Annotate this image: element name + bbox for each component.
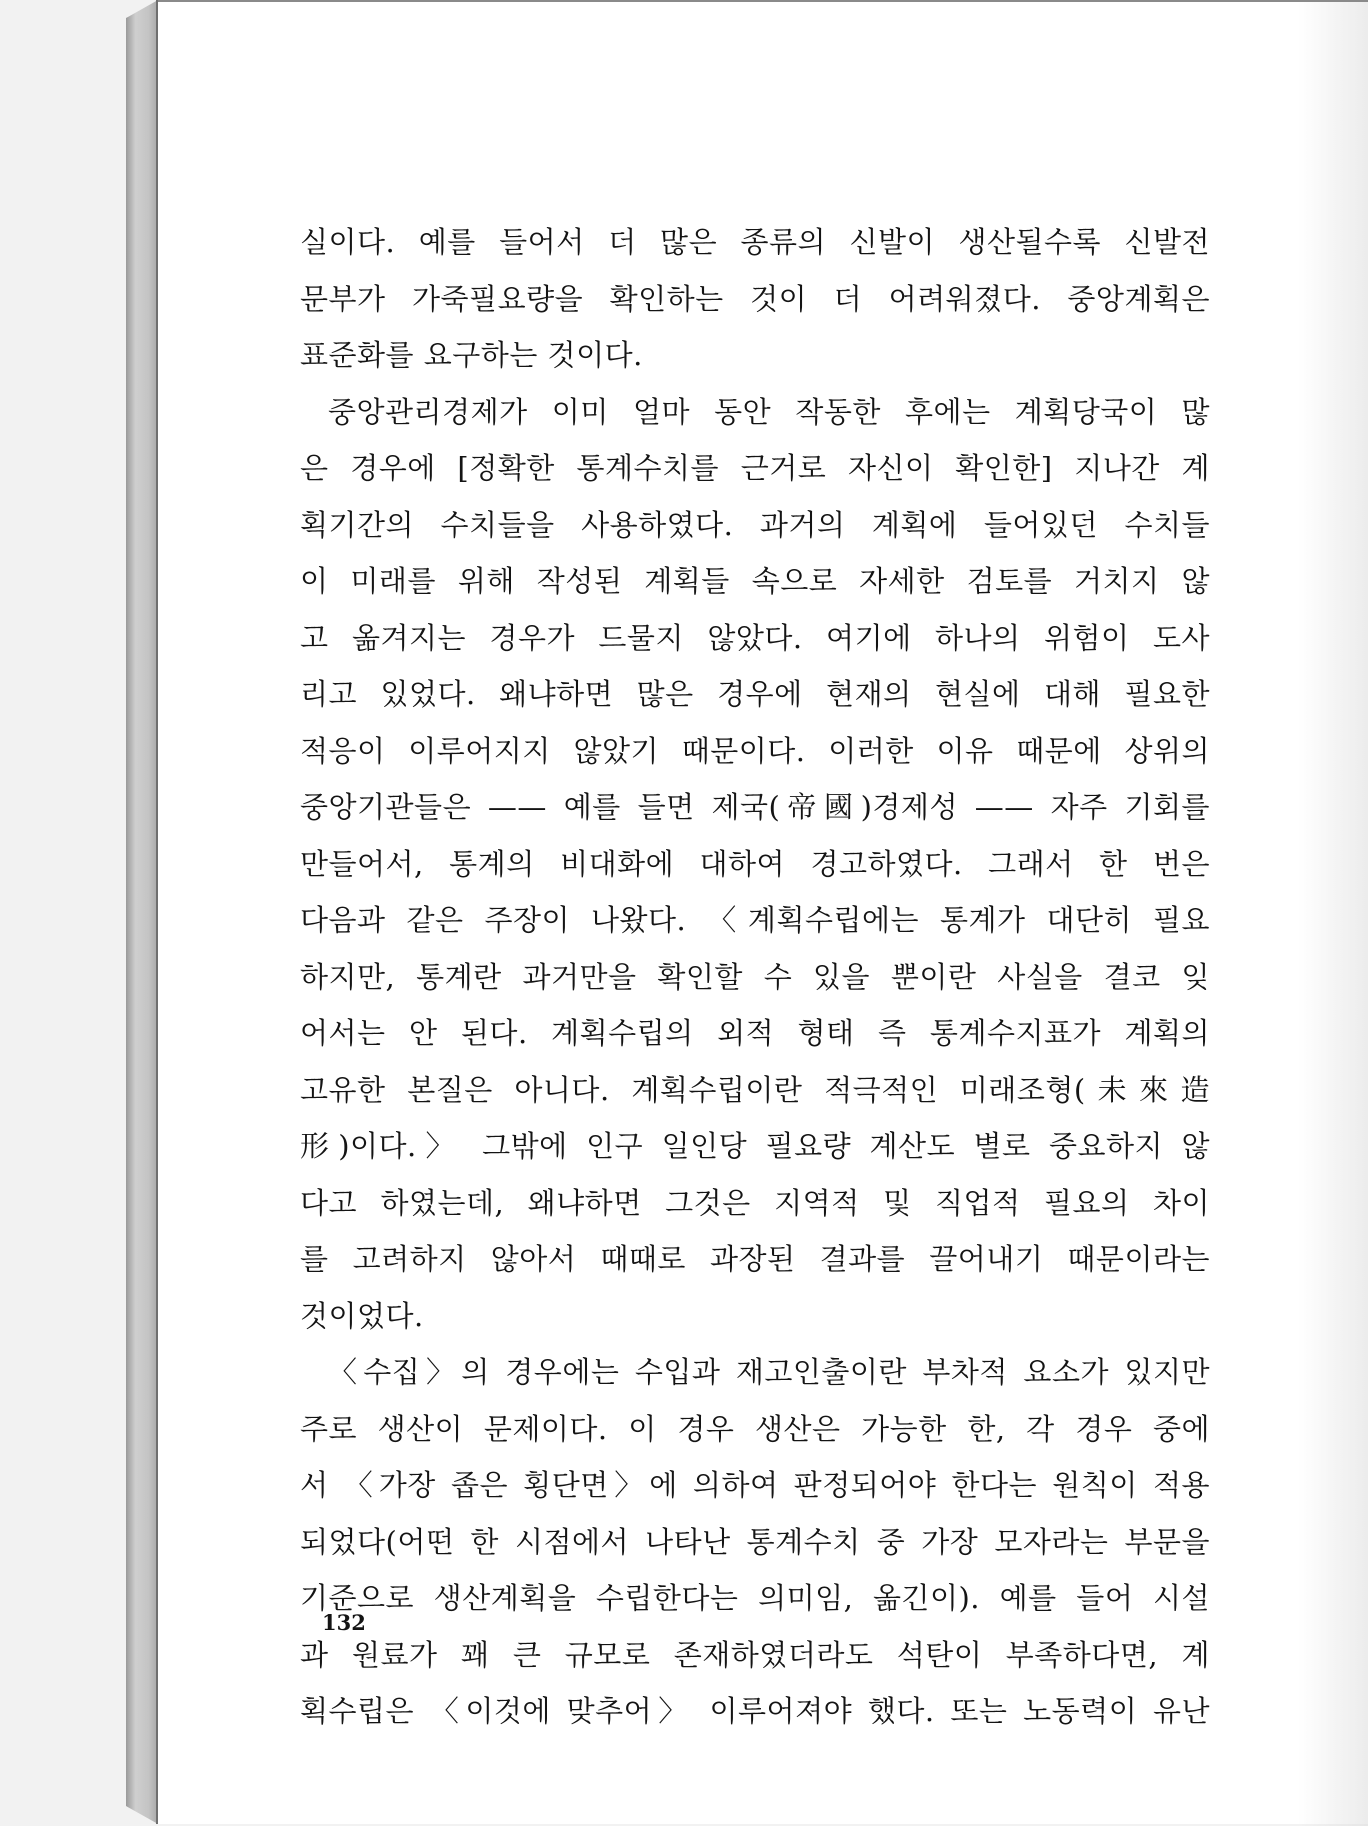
text-line: 것이었다.: [300, 1298, 424, 1333]
text-line: 획기간의 수치들을 사용하였다. 과거의 계획에 들어있던 수치들: [300, 507, 1210, 542]
text-line: 되었다(어떤 한 시점에서 나타난 통계수치 중 가장 모자라는 부문을: [300, 1524, 1210, 1559]
page-number: 132: [322, 1610, 366, 1635]
text-line: 중앙관리경제가 이미 얼마 동안 작동한 후에는 계획당국이 많: [328, 394, 1210, 429]
text-line: 과 원료가 꽤 큰 규모로 존재하였더라도 석탄이 부족하다면, 계: [300, 1637, 1210, 1672]
page-shadow: [1298, 2, 1368, 1826]
text-line: 주로 생산이 문제이다. 이 경우 생산은 가능한 한, 각 경우 중에: [300, 1411, 1210, 1446]
text-line: 이 미래를 위해 작성된 계획들 속으로 자세한 검토를 거치지 않: [300, 564, 1210, 598]
text-line: 은 경우에 [정확한 통계수치를 근거로 자신이 확인한] 지나간 계: [300, 451, 1210, 485]
text-line: 적응이 이루어지지 않았기 때문이다. 이러한 이유 때문에 상위의: [300, 733, 1210, 768]
text-line: 기준으로 생산계획을 수립한다는 의미임, 옮긴이). 예를 들어 시설: [300, 1581, 1210, 1615]
book-spine: [126, 0, 158, 1824]
text-line: 만들어서, 통계의 비대화에 대하여 경고하였다. 그래서 한 번은: [300, 846, 1210, 881]
text-line: 를 고려하지 않아서 때때로 과장된 결과를 끌어내기 때문이라는: [300, 1242, 1210, 1276]
text-line: 〈수집〉의 경우에는 수입과 재고인출이란 부차적 요소가 있지만: [328, 1355, 1210, 1389]
text-line: 고유한 본질은 아니다. 계획수립이란 적극적인 미래조형(未來造: [300, 1072, 1210, 1107]
text-line: 고 옮겨지는 경우가 드물지 않았다. 여기에 하나의 위험이 도사: [300, 620, 1210, 655]
text-line: 문부가 가죽필요량을 확인하는 것이 더 어려워졌다. 중앙계획은: [300, 281, 1210, 316]
book-page: [158, 0, 1368, 1824]
text-line: 획수립은 〈이것에 맞추어〉 이루어져야 했다. 또는 노동력이 유난: [300, 1694, 1210, 1728]
text-line: 리고 있었다. 왜냐하면 많은 경우에 현재의 현실에 대해 필요한: [300, 677, 1210, 711]
text-line: 표준화를 요구하는 것이다.: [300, 338, 643, 372]
text-line: 어서는 안 된다. 계획수립의 외적 형태 즉 통계수지표가 계획의: [300, 1016, 1210, 1050]
text-line: 실이다. 예를 들어서 더 많은 종류의 신발이 생산될수록 신발전: [300, 225, 1210, 259]
text-line: 중앙기관들은 —— 예를 들면 제국(帝國)경제성 —— 자주 기회를: [300, 790, 1210, 824]
text-line: 하지만, 통계란 과거만을 확인할 수 있을 뿐이란 사실을 결코 잊: [300, 959, 1210, 994]
text-line: 다음과 같은 주장이 나왔다. 〈계획수립에는 통계가 대단히 필요: [300, 903, 1210, 937]
text-line: 서 〈가장 좁은 횡단면〉에 의하여 판정되어야 한다는 원칙이 적용: [300, 1468, 1210, 1502]
text-line: 다고 하였는데, 왜냐하면 그것은 지역적 및 직업적 필요의 차이: [300, 1185, 1210, 1220]
text-line: 形)이다.〉 그밖에 인구 일인당 필요량 계산도 별로 중요하지 않: [300, 1129, 1210, 1163]
